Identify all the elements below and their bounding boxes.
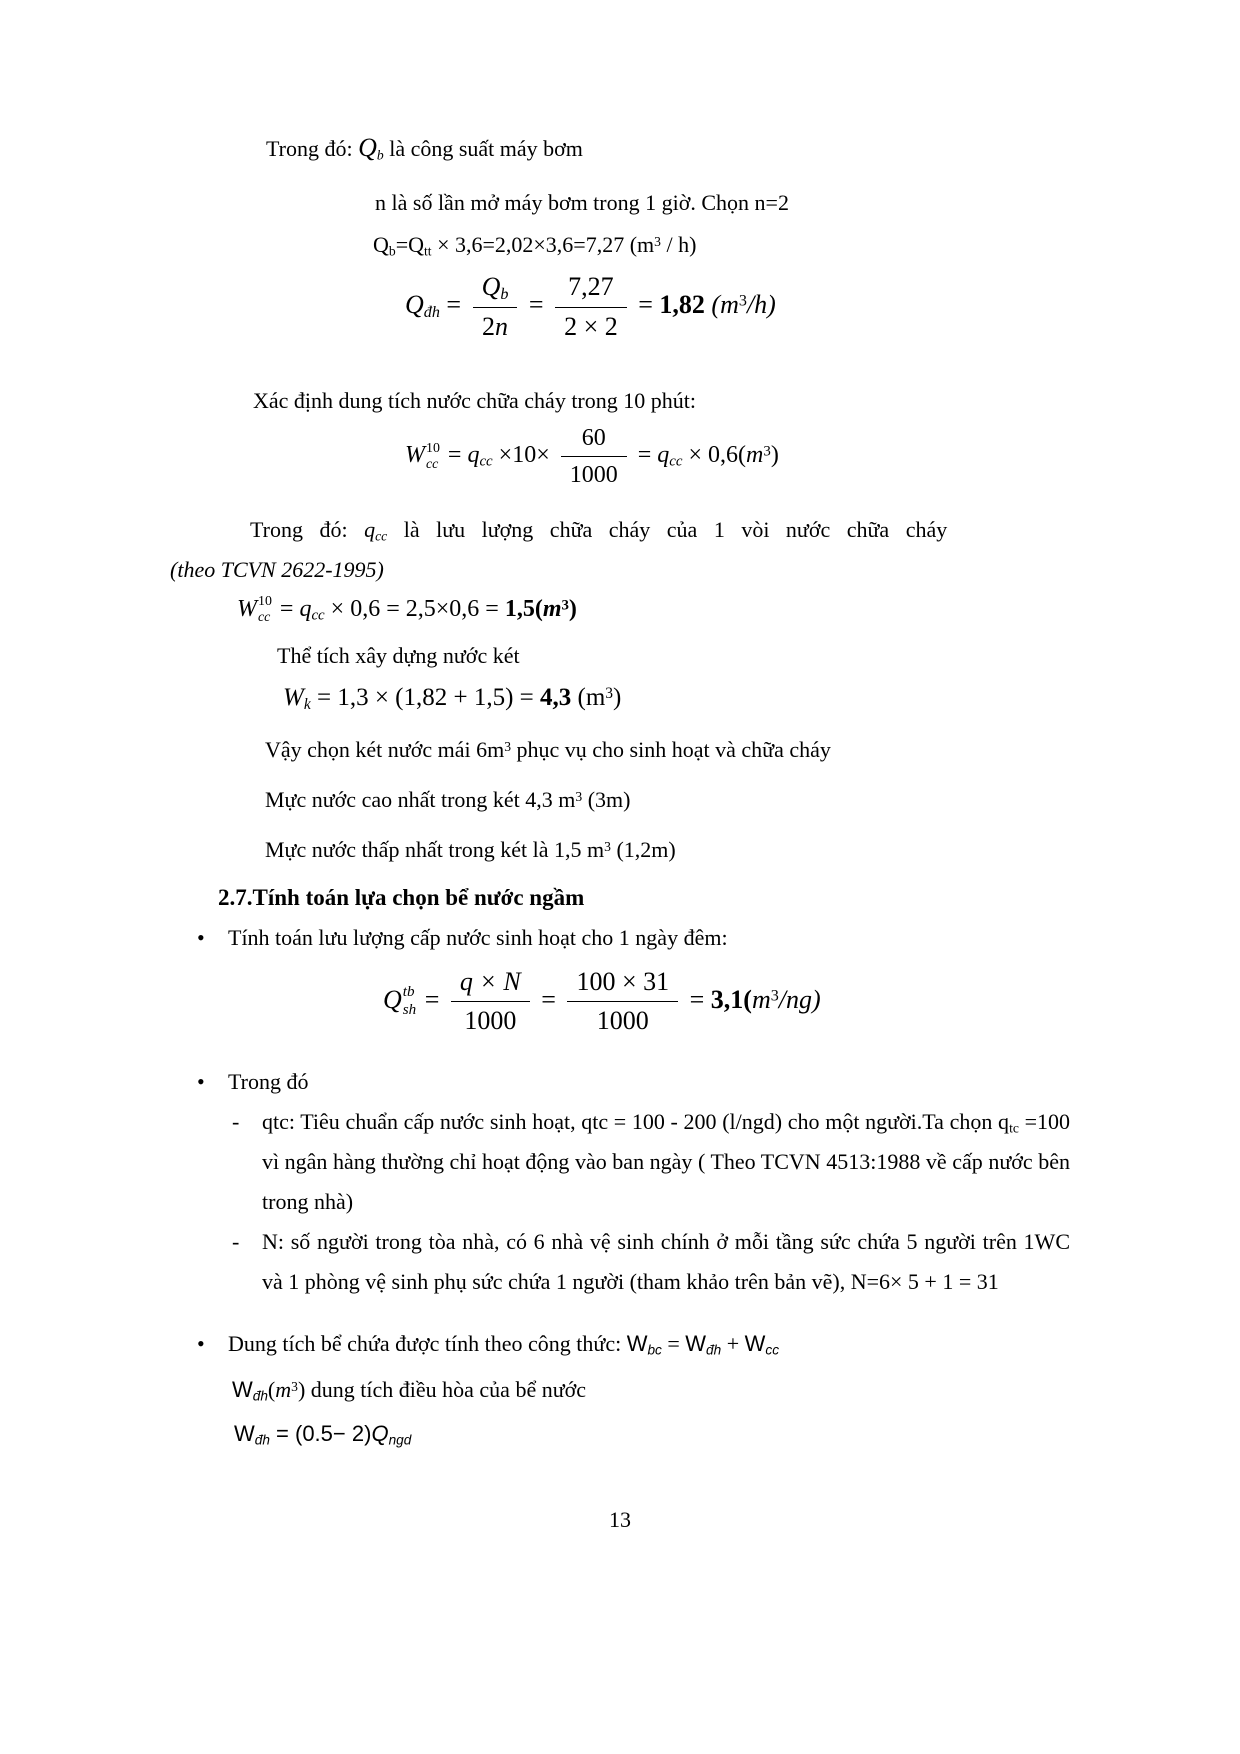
para-tcvn-reference — [170, 550, 1070, 590]
text-run: =Q — [395, 232, 424, 257]
text-run: là lưu lượng chữa cháy của 1 vòi nước chữa cháy — [387, 517, 948, 542]
bullet-tank-capacity-formula — [170, 1324, 1070, 1364]
math-sub: cc — [669, 453, 683, 470]
math-var-w: W — [234, 1420, 255, 1446]
math-var-w: W — [283, 684, 304, 712]
para-wdh-definition — [232, 1370, 1070, 1410]
text-run: Mực nước thấp nhất trong két là 1,5 m — [265, 836, 605, 862]
equals-sign: = — [631, 442, 658, 469]
math-var-q: q — [467, 442, 480, 469]
text-run: × 3,6=2,02×3,6=7,27 (m — [431, 232, 655, 257]
result-value: 1,82 — [659, 289, 712, 319]
text-run: =100 vì ngân hàng thường chỉ hoạt động vào ban ngày ( Theo TCVN 4513:1988 về cấp nước bên trong nhà) — [262, 1108, 1070, 1214]
math-sup: 3 — [654, 233, 661, 249]
page-number — [170, 1500, 1070, 1540]
text-run: × 0,6 = 2,5×0,6 = — [324, 596, 505, 622]
equation-wcc10-value — [237, 594, 1070, 626]
text-run: (theo TCVN 2622-1995) — [170, 557, 384, 582]
math-sub: cc — [765, 1342, 780, 1358]
equation-qdh — [405, 271, 1070, 343]
math-var-w: W — [685, 1330, 707, 1356]
math-sub: cc — [479, 453, 493, 470]
equals-sign: = — [418, 984, 446, 1014]
fraction — [561, 423, 627, 490]
text-run: = 1,3 × (1,82 + 1,5) = — [310, 684, 541, 712]
fraction — [473, 271, 518, 343]
dash-item-qtc — [232, 1102, 1070, 1222]
para-min-water-level — [265, 830, 1070, 870]
subsup-stack — [426, 441, 440, 473]
subsup-stack — [258, 594, 272, 626]
para-tank-selection — [265, 730, 1070, 770]
fraction-denominator: 1000 — [464, 1006, 517, 1036]
math-var-q: Q — [481, 272, 501, 301]
math-var-q: Q — [405, 289, 424, 319]
math-sub: cc — [375, 528, 388, 544]
equation-wcc10-general — [405, 423, 1070, 490]
math-sub: cc — [311, 607, 325, 624]
unit-text: m — [720, 289, 739, 319]
para-fire-volume-intro — [253, 381, 1070, 421]
unit-text: /h) — [746, 289, 776, 319]
math-sub: đh — [706, 1342, 722, 1358]
fraction-denominator — [473, 308, 518, 344]
text-run: qtc: Tiêu chuẩn cấp nước sinh hoạt, qtc = 100 - 200 (l/ngd) cho một người.Ta chọn q — [262, 1108, 1010, 1134]
math-sup: 10 — [258, 594, 272, 610]
text-run: ) — [770, 442, 779, 469]
text-run: ( — [267, 1376, 276, 1402]
fraction-denominator: 2 × 2 — [564, 311, 618, 341]
math-sub: k — [303, 696, 311, 714]
text-run: × 0,6( — [682, 442, 747, 469]
page-number-text: 13 — [609, 1507, 631, 1532]
fraction-numerator: 100 × 31 — [567, 966, 678, 1003]
math-var-q: Q — [383, 984, 402, 1014]
plus-sign: + — [721, 1330, 745, 1356]
dash-item-n — [232, 1222, 1070, 1302]
equation-qb — [373, 225, 1070, 265]
math-sub: bc — [647, 1342, 662, 1358]
text-run: Vậy chọn két nước mái 6m — [265, 736, 505, 762]
dash-icon: - — [232, 1228, 240, 1254]
equals-sign: = — [534, 984, 563, 1014]
math-sup: 3 — [561, 597, 569, 614]
math-sup: 3 — [575, 788, 583, 804]
text-run: Dung tích bể chứa được tính theo công thức: — [228, 1330, 627, 1356]
bullet-icon: • — [197, 924, 205, 950]
equals-sign: = — [683, 984, 711, 1014]
text-run: Trong đó: — [266, 136, 359, 161]
text-run: là công suất máy bơm — [383, 136, 583, 161]
unit-text: m — [542, 596, 562, 622]
math-var-w: W — [744, 1330, 766, 1356]
para-max-water-level — [265, 780, 1070, 820]
math-var-w: W — [405, 442, 425, 469]
fraction — [567, 966, 678, 1038]
bullet-trong-do — [170, 1062, 1070, 1102]
math-sub: cc — [426, 456, 439, 472]
text-run: Thể tích xây dựng nước két — [277, 643, 520, 669]
text-run: N: số người trong tòa nhà, có 6 nhà vệ sinh chính ở mỗi tầng sức chứa 5 người trên 1WC và 1 phòng vệ sinh phụ sức chứa 1 người (tham khảo trên bản vẽ), — [262, 1228, 1070, 1294]
text-run: / h) — [660, 232, 697, 257]
unit-text: ) — [613, 684, 622, 712]
text-run: ×10× — [492, 442, 556, 469]
subsup-stack — [403, 984, 416, 1019]
math-sub: đh — [252, 1388, 268, 1404]
math-sup: 3 — [770, 987, 779, 1005]
fraction-numerator — [473, 271, 518, 308]
text-run: Trong đó: — [250, 517, 365, 542]
text-run: Trong đó — [228, 1068, 309, 1094]
text-run: phục vụ cho sinh hoạt và chữa cháy — [511, 736, 831, 762]
math-sup: 3 — [763, 443, 771, 460]
text-run: (1,2m) — [610, 836, 676, 862]
math-sub: b — [388, 243, 396, 259]
unit-text: m — [751, 984, 771, 1014]
text-run: 2 — [481, 311, 495, 341]
para-pump-cycles-note — [375, 183, 1070, 223]
fraction — [555, 271, 627, 343]
math-sub: đh — [254, 1432, 270, 1448]
fraction-denominator: 1000 — [596, 1006, 649, 1036]
math-var-q: Q — [358, 133, 377, 162]
math-var-q: q — [364, 517, 376, 542]
para-pump-capacity-note — [266, 128, 1070, 169]
math-sub: cc — [258, 610, 271, 626]
math-sup: 3 — [605, 685, 614, 703]
para-tank-volume-intro — [277, 636, 1070, 676]
math-var-w: W — [232, 1376, 253, 1402]
dash-icon: - — [232, 1108, 240, 1134]
section-heading-2-7 — [218, 878, 1070, 918]
bullet-icon: • — [197, 1330, 205, 1356]
math-sup: 10 — [426, 440, 440, 456]
equals-sign: = — [661, 1330, 686, 1356]
text-run: = (0.5− 2) — [269, 1420, 372, 1446]
math-sub: b — [376, 147, 384, 163]
para-qcc-definition — [170, 510, 1070, 550]
equation-qshtb — [383, 966, 1070, 1038]
result-value: 4,3 — [540, 684, 578, 712]
text-run: Xác định dung tích nước chữa cháy trong 10 phút: — [253, 388, 696, 413]
bullet-icon: • — [197, 1068, 205, 1094]
result-value: 1,5( — [504, 596, 543, 622]
fraction-numerator: 60 — [561, 423, 627, 457]
text-run: ) — [568, 596, 577, 622]
equals-sign: = — [441, 442, 468, 469]
math-var-n: n — [494, 311, 508, 341]
math-var-w: W — [626, 1330, 648, 1356]
fraction-numerator: q × N — [451, 966, 530, 1003]
math-var-q: Q — [371, 1420, 389, 1446]
equals-sign: = — [522, 289, 551, 319]
math-sup: 3 — [738, 292, 747, 310]
equation-wdh-range — [234, 1414, 1070, 1454]
fraction — [451, 966, 530, 1038]
text-run: Q — [373, 232, 389, 257]
math-sup: 3 — [604, 838, 611, 854]
math-sup: tb — [402, 984, 415, 1001]
equals-sign: = — [439, 289, 468, 319]
math-sup: 3 — [291, 1378, 298, 1394]
result-value: 3,1( — [710, 984, 752, 1014]
math-sup: 3 — [504, 738, 512, 754]
bullet-daily-demand-intro — [170, 918, 1070, 958]
math-sub: tt — [424, 243, 432, 259]
equals-sign: = — [273, 596, 300, 622]
text-run: Mực nước cao nhất trong két 4,3 m — [265, 786, 576, 812]
text-run: Tính toán lưu lượng cấp nước sinh hoạt cho 1 ngày đêm: — [228, 924, 728, 950]
equation-wk — [283, 682, 1070, 713]
math-var-q: q — [657, 442, 670, 469]
unit-text: m — [275, 1376, 292, 1402]
unit-text: (m — [577, 684, 606, 712]
math-sub: đh — [423, 303, 440, 321]
math-var-q: q — [299, 596, 312, 622]
math-var-w: W — [237, 596, 257, 622]
unit-text: ( — [711, 289, 721, 319]
heading-text: 2.7.Tính toán lựa chọn bể nước ngầm — [218, 884, 585, 910]
equals-sign: = — [631, 289, 660, 319]
text-run: (3m) — [582, 786, 631, 812]
fraction-denominator: 1000 — [569, 462, 618, 488]
math-sub: b — [500, 286, 509, 304]
text-run: ) dung tích điều hòa của bể nước — [297, 1376, 587, 1402]
math-sub: tc — [1009, 1120, 1019, 1136]
fraction-numerator: 7,27 — [555, 271, 627, 308]
unit-text: /ng) — [778, 984, 821, 1014]
unit-text: m — [746, 442, 764, 469]
text-run: N=6× 5 + 1 = 31 — [850, 1268, 999, 1294]
text-run: n là số lần mở máy bơm trong 1 giờ. Chọn n=2 — [375, 190, 789, 215]
math-sub: sh — [402, 1001, 417, 1018]
math-sub: ngd — [388, 1432, 412, 1448]
